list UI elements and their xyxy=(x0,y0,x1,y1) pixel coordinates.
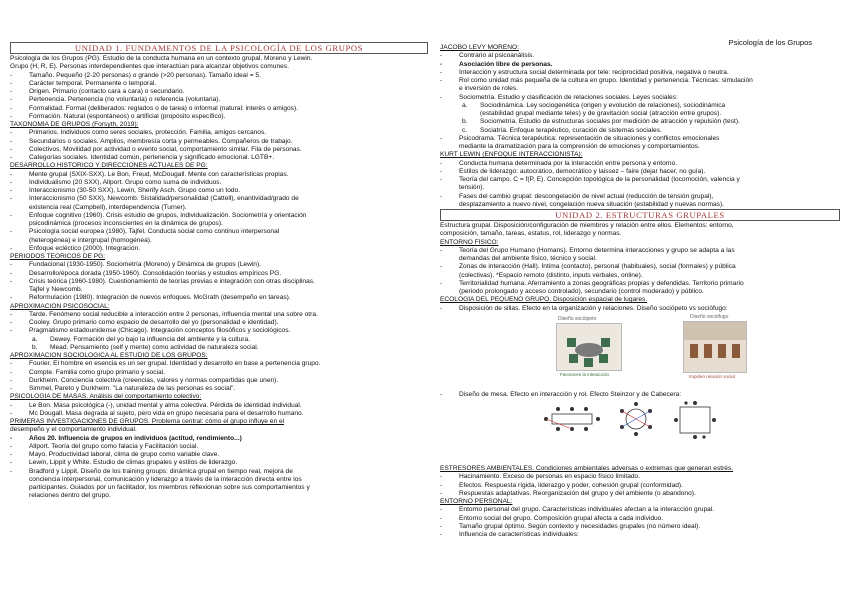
list-item: - Influencia de características individuales: xyxy=(440,531,840,539)
sub-list-text: Sociodinámica. Ley sociogenética (origen y evolución de relaciones), sociodinámica xyxy=(480,101,726,109)
sub-list-marker: a. xyxy=(32,335,38,343)
table-diagram-square xyxy=(672,399,718,441)
list-item: - Años 20. Influencia de grupos en individuos (actitud, rendimiento...) xyxy=(10,435,428,443)
list-item: - Diseño de mesa. Efecto en interacción y rol. Efecto Steinzor y de Cabecera: xyxy=(440,391,840,399)
list-item: - Enfoque ecléctico (2000). Integración. xyxy=(10,245,428,253)
list-item: - Teoría del Grupo Humano (Homans). Entorno determina interacciones y grupo se adapta a las xyxy=(440,247,840,255)
list-item: - Entorno social del grupo. Composición grupal afecta a cada individuo. xyxy=(440,515,840,523)
list-item: - Categorías sociales. Identidad común, pertenencia y significado emocional. LGTB+. xyxy=(10,154,428,162)
list-item-continuation: psicodinámica (procesos inconscientes en la dinámica de grupos). xyxy=(29,220,223,227)
list-item: - Tamaño. Pequeño (2-20 personas) o grande (>20 personas). Tamaño ideal = 5. xyxy=(10,72,428,80)
list-item-continuation: conciencia interpersonal, comunicación y liderazgo a través de la interacción directa entre los xyxy=(29,475,302,483)
list-item-continuation: desplazamiento a nuevo nivel, congelación nueva situación (estabilidad y nuevas normas). xyxy=(459,200,725,208)
list-item: - Rol como unidad más pequeña de la cultura en grupo. Identidad y pertenencia. Técnicas: simulación xyxy=(440,77,840,85)
list-item-continuation: mediante la dramatización para la comprensión de emociones y comportamientos. xyxy=(459,143,700,150)
list-item: - Carácter temporal. Permanente o temporal. xyxy=(10,80,428,88)
sub-list-marker: b. xyxy=(32,343,38,351)
list-item: - Psicodrama. Técnica terapéutica: representación de situaciones y conflictos emocionales xyxy=(440,135,840,143)
list-item: - Asociación libre de personas. xyxy=(440,61,840,69)
sub-list-item xyxy=(10,344,428,352)
section-heading: PERIODOS TEÓRICOS DE PG: xyxy=(10,253,106,260)
sub-list-text: Dewey. Formación del yo bajo la influencia del ambiente y la cultura. xyxy=(50,335,250,343)
section-heading: TAXONOMÍA DE GRUPOS (Forsyth, 2019): xyxy=(10,121,139,128)
list-item: - Psicología social europea (1980), Tajfel. Conducta social como continuo interpersonal xyxy=(10,228,428,236)
list-item: - Tamaño grupal óptimo. Según contexto y necesidades grupales (no número ideal). xyxy=(440,523,840,531)
list-item-continuation: Tajfel y Newcomb. xyxy=(29,286,83,293)
list-item: - Desarrollo/época dorada (1950-1960). Consolidación teorías y estudios empíricos PG. xyxy=(10,270,428,278)
sub-list-text: Sociatría. Enfoque terapéutico, curación de sistemas sociales. xyxy=(480,126,662,134)
list-item: - Secundarios o sociales. Amplios, membresía corta y permeables. Compañeros de trabajo. xyxy=(10,138,428,146)
list-item: - Bradford y Lippit. Diseño de los training groups: dinámica grupal en tiempo real, mejora de xyxy=(10,468,428,476)
list-item: - Territorialidad humana. Aferramiento a zonas geográficas propias y defendidas. Territorio primario xyxy=(440,280,840,288)
sub-list-marker: b. xyxy=(462,118,468,126)
list-item: - Mayo. Productividad laboral, clima de grupo como variable clave. xyxy=(10,451,428,459)
section-heading: JACOBO LEVY MORENO: xyxy=(440,44,520,51)
list-item: - Zonas de interacción (Hall). Íntima (contacto), personal (habituales), social (formales) y pública xyxy=(440,263,840,271)
list-item: - Compte. Familia como grupo primario y social. xyxy=(10,369,428,377)
sociopetal-caption: Diseño sociópeto xyxy=(558,315,597,322)
sociopetal-seating-image xyxy=(556,323,622,371)
list-item: - Reformulación (1980). Integración de nuevos enfoques. McGrath (desempeño en tareas). xyxy=(10,294,428,302)
section-heading: PRIMERAS INVESTIGACIONES DE GRUPOS. Problema central: cómo el grupo influye en el xyxy=(10,418,285,425)
list-item: - Tarde. Fenómeno social reducible a interacción entre 2 personas, influencia mental una sobre otra. xyxy=(10,311,428,319)
list-item: - Durkheim. Conciencia colectiva (creencias, valores y normas compartidas que unen). xyxy=(10,377,428,385)
list-item: - Pertenencia. Pertenencia (no voluntaria) o referencia (voluntaria). xyxy=(10,96,428,104)
list-item: - Respuestas adaptativas. Reorganización del grupo y del ambiente (o abandono). xyxy=(440,490,840,498)
unit1-title: UNIDAD 1. FUNDAMENTOS DE LA PSICOLOGÍA DE LOS GRUPOS xyxy=(10,42,428,54)
list-item: - Estilos de liderazgo: autocrático, democrático y laissez – faire (dejar hacer, no guía). xyxy=(440,168,840,176)
list-item: - Contrario al psicoanálisis. xyxy=(440,52,840,60)
list-item: - Entorno personal del grupo. Características individuales afectan a la interacción grupal. xyxy=(440,506,840,514)
list-item: - Cooley. Grupo primario como espacio de desarrollo del yo (personalidad e identidad). xyxy=(10,319,428,327)
list-item: - Interaccionismo (30-50 SXX), Lewin, Sherify Asch. Grupo como un todo. xyxy=(10,187,428,195)
seating-images xyxy=(440,313,840,383)
page-header: Psicología de los Grupos xyxy=(728,38,812,47)
list-item: - Fundacional (1930-1950). Sociometría (Moreno) y Dinámica de grupos (Lewin). xyxy=(10,261,428,269)
table-diagrams xyxy=(440,399,840,443)
list-item: - Primarios. Individuos como seres sociales, protección. Familia, amigos cercanos. xyxy=(10,129,428,137)
list-item-continuation: participantes. Guiados por un facilitador, los miembros reflexionan sobre sus comportamientos y xyxy=(29,484,310,491)
sub-list-item xyxy=(440,127,840,135)
section-heading: DESARROLLO HISTÓRICO Y DIRECCIONES ACTUALES DE PG: xyxy=(10,162,208,170)
list-item: - Interaccionismo (50 SXX), Newcomb. Sistalidad/personalidad (Cattell), enantividad/grado de xyxy=(10,195,428,203)
sub-list-marker: a. xyxy=(462,101,468,109)
list-item: - Lewin, Lippit y White. Estudio de climas grupales y estilos de liderazgo. xyxy=(10,459,428,467)
list-item: - Conducta humana determinada por la interacción entre persona y entorno. xyxy=(440,160,840,168)
list-item: - Enfoque cognitivo (1960). Crisis estudio de grupos, individualización. Sociometría y orientación xyxy=(10,212,428,220)
list-item: - Pragmatismo estadounidense (Chicago). Integración conceptos filosóficos y sociológicos. xyxy=(10,327,428,335)
unit2-title: UNIDAD 2. ESTRUCTURAS GRUPALES xyxy=(440,209,840,221)
table-diagram-round xyxy=(608,399,664,439)
table-diagram-rectangular xyxy=(540,399,604,439)
list-item: - Sociometría. Estudio y clasificación de relaciones sociales. Leyes sociales: xyxy=(440,94,840,102)
list-item-continuation: demandas del ambiente físico, técnico y social. xyxy=(459,255,597,262)
list-item-continuation: (colectivas). *Espacio remoto (distinto, inputs verbales, online). xyxy=(459,271,643,279)
list-item: - Allport. Teoría del grupo como falacia y Facilitación social. xyxy=(10,443,428,451)
sub-list-text: Sociometría. Estudio de estructuras sociales por medición de atracción y repulsión (test). xyxy=(480,118,740,126)
sociofugal-caption: Diseño sociófugo xyxy=(690,313,729,320)
spacer xyxy=(440,443,840,465)
sub-list-item xyxy=(440,118,840,126)
list-item: - Mc Dougall. Masa degrada al sujeto, pero vida en grupo necesaria para el desarrollo humano. xyxy=(10,410,428,418)
section-heading: KURT LEWIN (ENFOQUE INTERACCIONISTA): xyxy=(440,151,583,159)
section-heading: APROXIMACIÓN PSICOSOCIAL: xyxy=(10,302,110,310)
sociopetal-label: Favorecen la interacción xyxy=(560,371,610,377)
sub-list-item xyxy=(440,102,840,110)
list-item: - Origen. Primario (contacto cara a cara) o secundario. xyxy=(10,88,428,96)
list-item: - Colectivos. Movilidad por actividad o evento social, comportamiento similar. Fila de personas. xyxy=(10,146,428,154)
section-heading: ENTORNO FÍSICO: xyxy=(440,238,499,246)
list-item: - Interacción y estructura social determinada por tele: reciprocidad positiva, negativa o neutra. xyxy=(440,69,840,77)
list-item: - Formalidad. Formal (deliberados: reglados o de tarea) o informal (natural: interés o amigos). xyxy=(10,105,428,113)
list-item: - Individualismo (20 SXX), Allport. Grupo como suma de individuos. xyxy=(10,179,428,187)
list-item: - Disposición de sillas. Efecto en la organización y relaciones. Diseño sociópeto vs sociófugo: xyxy=(440,305,840,313)
definition-pg: Psicología de los Grupos (PG). Estudio de la conducta humana en un contexto grupal. Moreno y Lewin. xyxy=(10,55,313,62)
paragraph-continuation: desempeño y el comportamiento individual. xyxy=(10,426,137,434)
list-item-continuation: (heterogénea) e intergrupal (homogénea). xyxy=(29,236,152,244)
left-column xyxy=(10,42,428,501)
list-item: - Hacinamiento. Exceso de personas en espacio físico limitado. xyxy=(440,473,840,481)
definition-grupo: Grupo (H, R, E). Personas interdependientes que interactúan para alcanzar objetivos comunes. xyxy=(10,63,289,71)
list-item-continuation: existencia real (Campbell), interdependencia (Turner). xyxy=(29,203,187,211)
list-item: - Simmel, Pareto y Durkheim. "La naturaleza de las personas es social". xyxy=(10,385,428,393)
list-item: - Crisis teórica (1960-1980). Cuestionamiento de teorías previas e integración con otras disciplinas. xyxy=(10,278,428,286)
paragraph-continuation: composición, tamaño, tareas, estatus, rol, liderazgo y normas. xyxy=(440,230,622,238)
definition-estructura: Estructura grupal. Disposición/configuración de miembros y relación entre ellos. Elementos: entorno, xyxy=(440,222,734,229)
list-item-continuation: e inversión de roles. xyxy=(459,85,519,93)
list-item-continuation: relaciones dentro del grupo. xyxy=(29,492,111,500)
section-heading: ESTRESORES AMBIENTALES. Condiciones ambientales adversas o extremas que generan estrés. xyxy=(440,465,734,472)
list-item: - Fourier. El hombre en esencia es un ser grupal. Identidad y desarrollo en base a pertenencia grupo. xyxy=(10,360,428,368)
list-item: - Teoría del campo. C = f(P, E). Concepción topológica de la personalidad (locomoción, valencia y xyxy=(440,176,840,184)
section-heading: APROXIMACIÓN SOCIOLÓGICA AL ESTUDIO DE LOS GRUPOS: xyxy=(10,352,208,359)
section-heading: ECOLOGÍA DEL PEQUEÑO GRUPO. Disposición espacial de lugares. xyxy=(440,296,648,304)
sub-list-item xyxy=(10,336,428,344)
sub-list-text: Mead. Pensamiento (self y mente) como actividad de naturaleza social. xyxy=(50,343,259,351)
list-item: - Fases del cambio grupal: descongelación de nivel actual (reducción de tensión grupal), xyxy=(440,193,840,201)
section-heading: ENTORNO PERSONAL: xyxy=(440,498,513,505)
list-item-continuation: (periodo prolongado y acceso controlado), secundario (control moderado) y público. xyxy=(459,288,704,295)
sociofugal-label: Impiden relación social xyxy=(689,373,735,379)
list-item: - Mente grupal (SXIX-SXX). Le Bon, Freud, McDougall. Mente con características propias. xyxy=(10,171,428,179)
sociofugal-seating-image xyxy=(683,321,747,373)
list-item-continuation: tensión). xyxy=(459,184,485,192)
section-heading: PSICOLOGÍA DE MASAS. Análisis del comportamiento colectivo: xyxy=(10,393,202,401)
sub-list-continuation: (estabilidad grupal mediante teles) y de gravitación social (atracción entre grupos). xyxy=(480,110,722,117)
sub-list-marker: c. xyxy=(462,126,468,134)
list-item: - Formación. Natural (espontáneos) o artificial (propósito específico). xyxy=(10,113,428,121)
right-column xyxy=(440,44,840,539)
list-item: - Le Bon. Masa psicológica (-), unidad mental y alma colectiva. Pérdida de identidad individual. xyxy=(10,402,428,410)
list-item: - Efectos. Respuesta rígida, liderazgo y poder, cohesión grupal (conformidad). xyxy=(440,482,840,490)
